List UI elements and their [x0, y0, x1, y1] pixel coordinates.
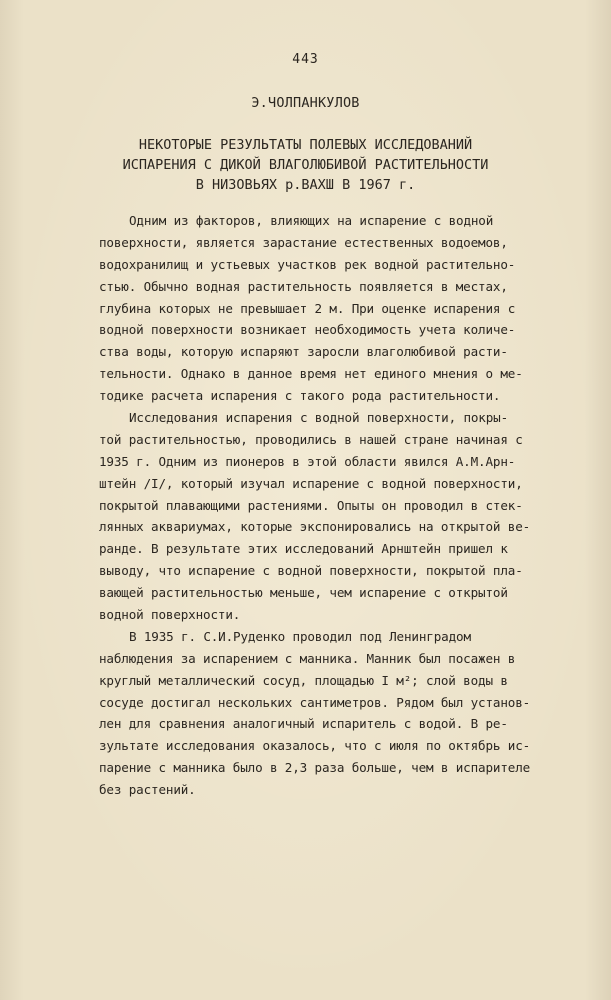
body-text-line: без растений.: [99, 782, 196, 798]
body-text-line: покрытой плавающими растениями. Опыты он проводил в стек-: [99, 497, 523, 513]
body-text-line: В 1935 г. С.И.Руденко проводил под Ленинградом: [129, 628, 471, 644]
body-text-line: глубина которых не превышает 2 м. При оценке испарения с: [99, 300, 516, 316]
body-text-line: штейн /I/, который изучал испарение с водной поверхности,: [99, 475, 523, 491]
body-text-line: ранде. В результате этих исследований Арнштейн пришел к: [99, 541, 508, 557]
title-line: ИСПАРЕНИЯ С ДИКОЙ ВЛАГОЛЮБИВОЙ РАСТИТЕЛЬНОСТИ: [122, 157, 489, 173]
body-text-line: водной поверхности возникает необходимость учета количе-: [99, 322, 516, 338]
body-text-line: Одним из факторов, влияющих на испарение с водной: [129, 213, 494, 228]
body-text-line: стью. Обычно водная растительность появляется в местах,: [99, 278, 508, 294]
body-text-line: 1935 г. Одним из пионеров в этой области явился А.М.Арн-: [99, 453, 516, 469]
body-text-line: сосуде достигал нескольких сантиметров. Рядом был установ-: [99, 694, 531, 710]
body-text-line: парение с манника было в 2,3 раза больше, чем в испарителе: [99, 760, 531, 776]
title-line: В НИЗОВЬЯХ р.ВАХШ В 1967 г.: [195, 177, 416, 193]
body-text-line: поверхности, является зарастание естественных водоемов,: [99, 234, 508, 250]
page-number: 443: [292, 52, 319, 67]
article-title: [0, 135, 611, 195]
body-text-line: тодике расчета испарения с такого рода растительности.: [99, 388, 501, 404]
author-name: Э.ЧОЛПАНКУЛОВ: [251, 95, 360, 111]
body-text-line: зультате исследования оказалось, что с июля по октябрь ис-: [99, 738, 531, 754]
body-text-line: наблюдения за испарением с манника. Манник был посажен в: [99, 650, 516, 666]
body-text-line: водохранилищ и устьевых участков рек водной растительно-: [99, 256, 516, 272]
title-line: НЕКОТОРЫЕ РЕЗУЛЬТАТЫ ПОЛЕВЫХ ИССЛЕДОВАНИЙ: [138, 137, 473, 153]
body-text-line: круглый металлический сосуд, площадью I м²; слой воды в: [99, 672, 508, 688]
body-text-line: лен для сравнения аналогичный испаритель с водой. В ре-: [99, 716, 508, 732]
body-text-line: той растительностью, проводились в нашей стране начиная с: [99, 431, 523, 447]
body-text-line: ства воды, которую испаряют заросли влаголюбивой расти-: [99, 344, 508, 360]
body-text-line: Исследования испарения с водной поверхности, покры-: [129, 410, 509, 426]
body-text-line: лянных аквариумах, которые экспонировались на открытой ве-: [99, 519, 531, 535]
body-text-line: водной поверхности.: [99, 607, 241, 623]
body-text-line: тельности. Однако в данное время нет единого мнения о ме-: [99, 366, 523, 382]
body-text-line: вающей растительностью меньше, чем испарение с открытой: [99, 585, 508, 601]
body-text-line: выводу, что испарение с водной поверхности, покрытой пла-: [99, 563, 523, 579]
article-body: [99, 210, 539, 801]
